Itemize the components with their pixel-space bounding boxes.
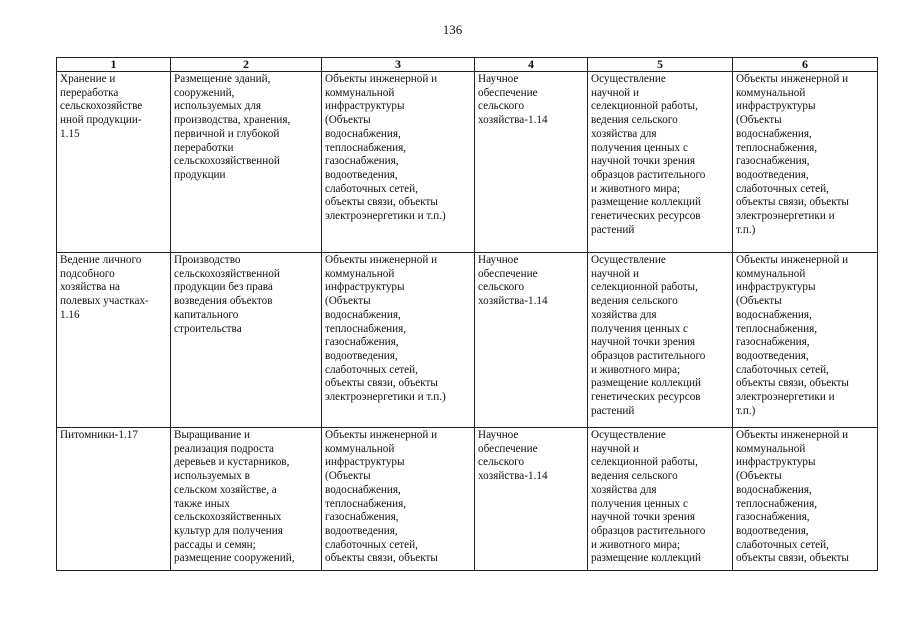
description-cell: Выращивание и реализация подроста деревьев и кустарников, используемых в сельском хозяйстве, а также иных сельскохозяйственных культур для получения рассады и семян; размещение сооружений, [171, 428, 322, 571]
column-header-4: 4 [475, 58, 588, 72]
auxiliary-use-cell: Объекты инженерной и коммунальной инфраструктуры (Объекты водоснабжения, теплоснабжения, газоснабжения, водоотведения, слаботочных сетей, объекты связи, объекты [322, 428, 475, 571]
description-cell: Размещение зданий, сооружений, используемых для производства, хранения, первичной и глубокой переработки сельскохозяйственной продукции [171, 72, 322, 253]
land-use-type-cell: Питомники-1.17 [57, 428, 171, 571]
conditional-auxiliary-cell: Объекты инженерной и коммунальной инфраструктуры (Объекты водоснабжения, теплоснабжения, газоснабжения, водоотведения, слаботочных сетей, объекты связи, объекты [733, 428, 878, 571]
conditional-description-cell: Осуществление научной и селекционной работы, ведения сельского хозяйства для получения ценных с научной точки зрения образцов растительного и животного мира; размещение коллекций генетических ресурсов растений [588, 253, 733, 428]
page-number: 136 [442, 22, 463, 37]
column-header-3: 3 [322, 58, 475, 72]
conditional-description-cell: Осуществление научной и селекционной работы, ведения сельского хозяйства для получения ценных с научной точки зрения образцов растительного и животного мира; размещение коллекций [588, 428, 733, 571]
column-header-6: 6 [733, 58, 878, 72]
table-row [57, 72, 878, 253]
table-row [57, 428, 878, 571]
conditional-auxiliary-cell: Объекты инженерной и коммунальной инфраструктуры (Объекты водоснабжения, теплоснабжения, газоснабжения, водоотведения, слаботочных сетей, объекты связи, объекты электроэнергетики и т.п.) [733, 253, 878, 428]
conditional-use-cell: Научное обеспечение сельского хозяйства-1.14 [475, 72, 588, 253]
auxiliary-use-cell: Объекты инженерной и коммунальной инфраструктуры (Объекты водоснабжения, теплоснабжения, газоснабжения, водоотведения, слаботочных сетей, объекты связи, объекты электроэнергетики и т.п.) [322, 253, 475, 428]
conditional-auxiliary-cell: Объекты инженерной и коммунальной инфраструктуры (Объекты водоснабжения, теплоснабжения, газоснабжения, водоотведения, слаботочных сетей, объекты связи, объекты электроэнергетики и т.п.) [733, 72, 878, 253]
column-header-5: 5 [588, 58, 733, 72]
land-use-table [56, 57, 878, 571]
land-use-type-cell: Хранение и переработка сельскохозяйстве нной продукции- 1.15 [57, 72, 171, 253]
table-row [57, 253, 878, 428]
column-header-2: 2 [171, 58, 322, 72]
auxiliary-use-cell: Объекты инженерной и коммунальной инфраструктуры (Объекты водоснабжения, теплоснабжения, газоснабжения, водоотведения, слаботочных сетей, объекты связи, объекты электроэнергетики и т.п.) [322, 72, 475, 253]
land-use-type-cell: Ведение личного подсобного хозяйства на полевых участках- 1.16 [57, 253, 171, 428]
column-header-1: 1 [57, 58, 171, 72]
conditional-use-cell: Научное обеспечение сельского хозяйства-1.14 [475, 253, 588, 428]
header-row [57, 58, 878, 72]
description-cell: Производство сельскохозяйственной продукции без права возведения объектов капитального строительства [171, 253, 322, 428]
conditional-use-cell: Научное обеспечение сельского хозяйства-1.14 [475, 428, 588, 571]
conditional-description-cell: Осуществление научной и селекционной работы, ведения сельского хозяйства для получения ценных с научной точки зрения образцов растительного и животного мира; размещение коллекций генетических ресурсов растений [588, 72, 733, 253]
